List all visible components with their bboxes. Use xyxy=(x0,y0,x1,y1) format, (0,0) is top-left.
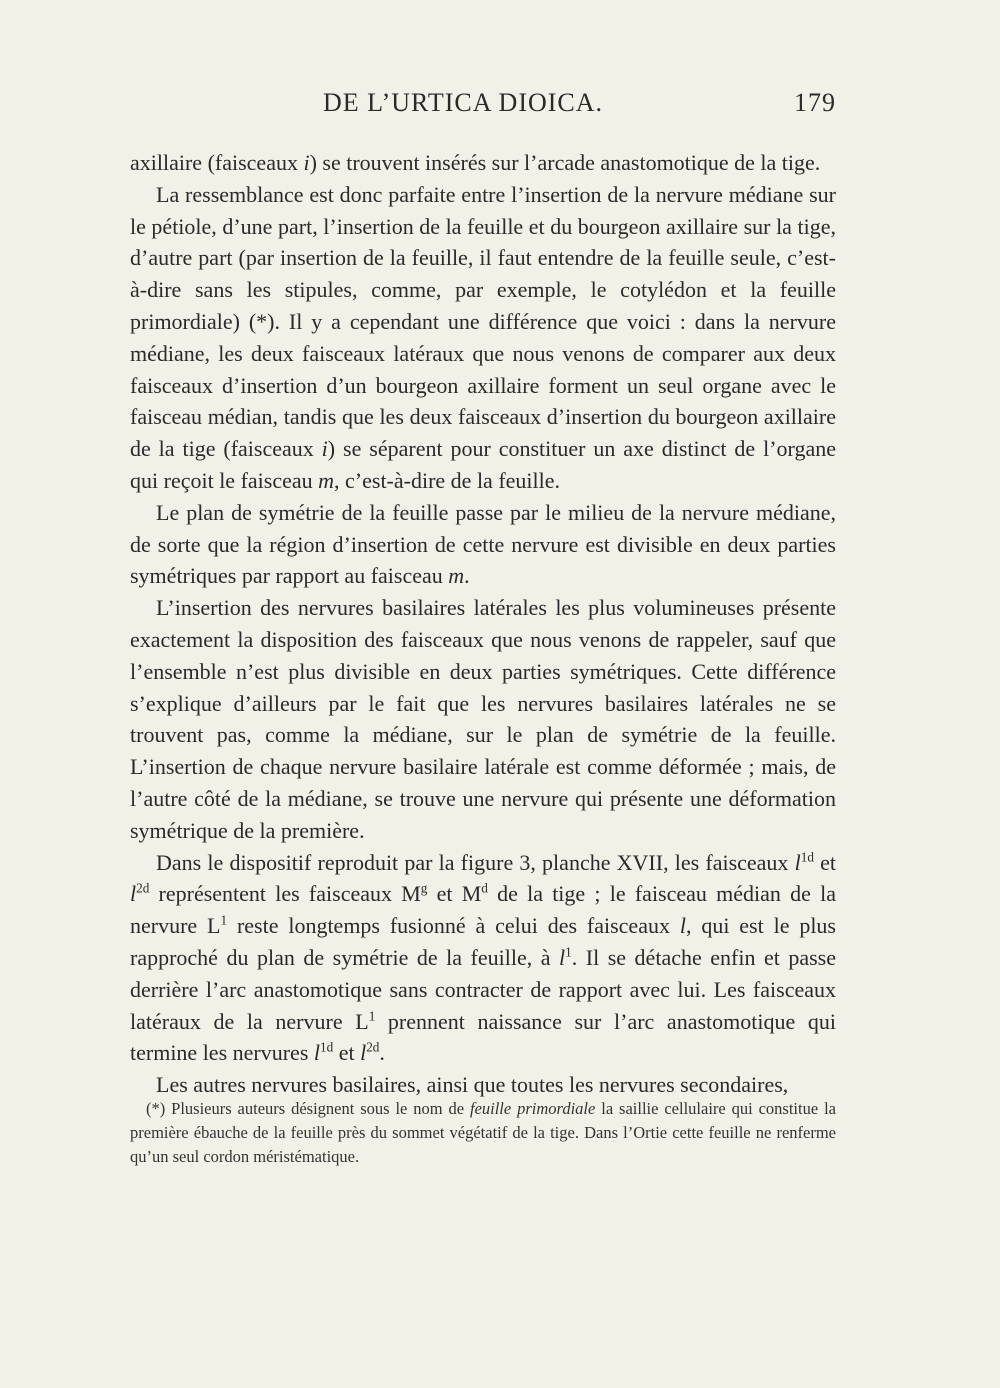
text-run: ) se trouvent insérés sur l’arcade anastomotique de la tige. xyxy=(309,150,821,175)
text-run: , c’est-à-dire de la feuille. xyxy=(334,467,561,493)
footnote-text xyxy=(130,1097,836,1169)
italic-run: l xyxy=(360,1040,367,1066)
italic-run: l xyxy=(794,849,801,875)
superscript-run: 2d xyxy=(136,881,150,896)
text-run: La ressemblance est donc parfaite entre l’insertion de la nervure médiane sur le pétiole, d’une part, l’insertion de la feuille et du bourgeon axillaire sur la tige, d’autre part (par insertion de la feuille, il faut entendre de la feuille seule, c’est-à-dire sans les stipules, comme, par exemple, le cotylédon et la feuille primordiale) (*). Il y a cependant une différence que voici : dans la nervure médiane, les deux faisceaux latéraux que nous venons de comparer aux deux faisceaux d’insertion d’un bourgeon axillaire forment un seul organe avec le faisceau médian, tandis que les deux faisceaux d’insertion du bourgeon axillaire de la tige (faisceaux xyxy=(130,181,836,462)
superscript-run: 1d xyxy=(320,1039,334,1055)
running-title: DE L’URTICA DIOICA. xyxy=(322,88,604,117)
paragraph xyxy=(130,147,836,179)
italic-run: i xyxy=(303,150,310,175)
body-text xyxy=(130,147,836,1101)
superscript-run: 1 xyxy=(368,1008,376,1024)
superscript-run: d xyxy=(481,881,488,896)
text-run: . xyxy=(464,563,470,589)
italic-run: feuille primordiale xyxy=(469,1099,596,1118)
paragraph xyxy=(130,847,836,1070)
text-run: , qui est le plus rapproché du plan de symétrie de la feuille, à xyxy=(130,913,836,970)
text-run: . Il se détache enfin et passe derrière l’arc anastomotique sans contracter de rapport avec lui. Les faisceaux latéraux de la nervure L xyxy=(130,944,836,1034)
text-run: représentent les faisceaux M xyxy=(149,881,421,907)
text-run: et xyxy=(333,1040,361,1066)
italic-run: l xyxy=(130,881,137,907)
text-run: Le plan de symétrie de la feuille passe par le milieu de la nervure médiane, de sorte que la région d’insertion de cette nervure est divisible en deux parties symétriques par rapport au faisceau xyxy=(130,499,836,589)
superscript-run: g xyxy=(420,881,428,896)
text-run: axillaire (faisceaux xyxy=(130,150,304,175)
footnote xyxy=(130,1097,836,1169)
paragraph xyxy=(130,592,836,846)
superscript-run: 2d xyxy=(366,1039,380,1055)
page-number: 179 xyxy=(794,88,836,117)
paragraph xyxy=(130,179,836,497)
page-header xyxy=(130,88,836,128)
italic-run: i xyxy=(321,436,328,462)
text-run: Dans le dispositif reproduit par la figure 3, planche XVII, les faisceaux xyxy=(156,849,795,875)
text-run: ) se séparent pour constituer un axe distinct de l’organe qui reçoit le faisceau xyxy=(130,436,836,493)
text-run: prennent naissance sur l’arc anastomotique qui termine les nervures xyxy=(130,1008,836,1066)
superscript-run: 1d xyxy=(800,849,814,865)
italic-run: m xyxy=(318,467,335,493)
italic-run: m xyxy=(448,563,465,589)
italic-run: l xyxy=(679,913,686,939)
superscript-run: 1 xyxy=(565,944,572,960)
text-run: L’insertion des nervures basilaires latérales les plus volumineuses présente exactement la disposition des faisceaux que nous venons de rappeler, sauf que l’ensemble n’est plus divisible en deux parties symétriques. Cette différence s’explique d’ailleurs par le fait que les nervures basilaires latérales ne se trouvent pas, comme la médiane, sur le plan de symétrie de la feuille. L’insertion de chaque nervure basilaire latérale est comme déformée ; mais, de l’autre côté de la médiane, se trouve une nervure qui présente une déformation symétrique de la première. xyxy=(130,595,836,843)
text-run: Les autres nervures basilaires, ainsi que toutes les nervures secondaires, xyxy=(156,1072,789,1098)
italic-run: l xyxy=(559,944,566,970)
paragraph xyxy=(130,497,836,592)
text-run: reste longtemps fusionné à celui des faisceaux xyxy=(227,913,680,939)
text-run: et xyxy=(813,849,836,875)
text-run: de la tige ; le faisceau médian de la nervure L xyxy=(130,881,836,939)
text-run: . xyxy=(379,1040,385,1066)
text-run: (*) Plusieurs auteurs désignent sous le nom de xyxy=(146,1099,470,1118)
superscript-run: 1 xyxy=(220,912,228,928)
text-run: la saillie cellulaire qui constitue la première ébauche de la feuille près du sommet végétatif de la tige. Dans l’Ortie cette feuille ne renferme qu’un seul cordon méristématique. xyxy=(130,1099,836,1166)
text-run: et M xyxy=(427,881,482,907)
italic-run: l xyxy=(313,1040,320,1066)
